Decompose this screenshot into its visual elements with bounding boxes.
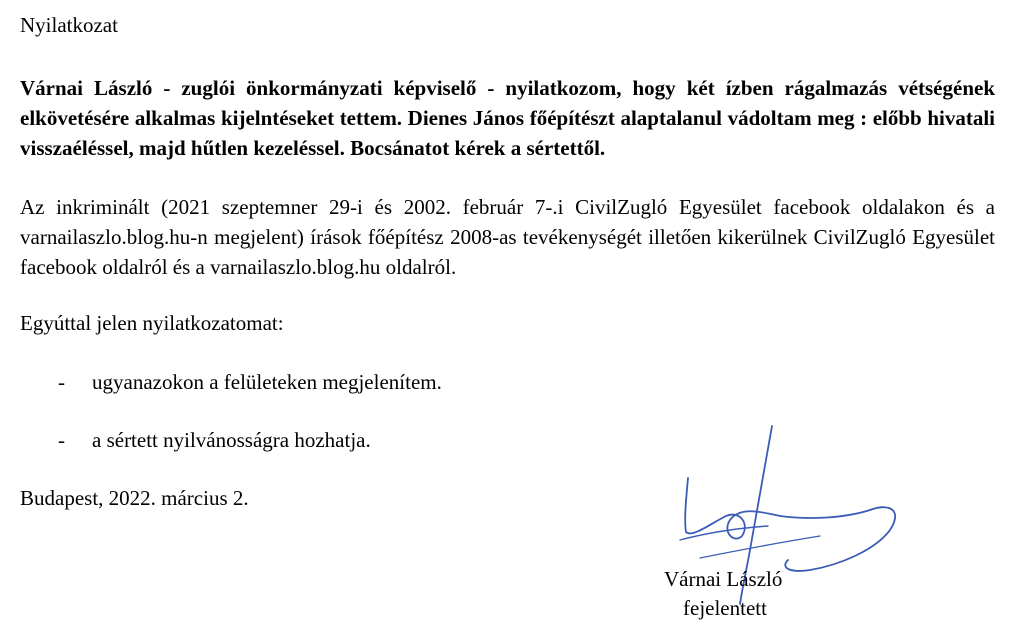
document-title: Nyilatkozat [20,13,118,37]
bullet-text: ugyanazokon a felületeken megjelenítem. [92,370,442,394]
bullet-dash: - [58,370,65,394]
removal-paragraph: Az inkriminált (2021 szeptemner 29-i és 2002. február 7-.i CivilZugló Egyesület facebook oldalakon és a varnailaszlo.blog.hu-n megjelent) írások főépítész 2008-as tevékenységét illetően kikerülnek CivilZugló Egyesület facebook oldalról és a varnailaszlo.blog.hu oldalról. [20,195,995,279]
place-and-date: Budapest, 2022. március 2. [20,486,249,510]
bullet-text: a sértett nyilvánosságra hozhatja. [92,428,371,452]
signatory-name: Várnai László [664,567,783,591]
bullet-item [58,425,371,455]
signatory-role: fejelentett [683,596,767,620]
declaration-statement: Várnai László - zuglói önkormányzati képviselő - nyilatkozom, hogy két ízben rágalmazás vétségének elkövetésére alkalmas kijelntéseket tettem. Dienes János főépítészt alaptalanul vádoltam meg : előbb hivatali visszaéléssel, majd hűtlen kezeléssel. Bocsánatot kérek a sértettől. [20,76,995,160]
bullet-item [58,367,442,397]
intro-paragraph: Egyúttal jelen nyilatkozatomat: [20,311,284,335]
bullet-dash: - [58,428,65,452]
